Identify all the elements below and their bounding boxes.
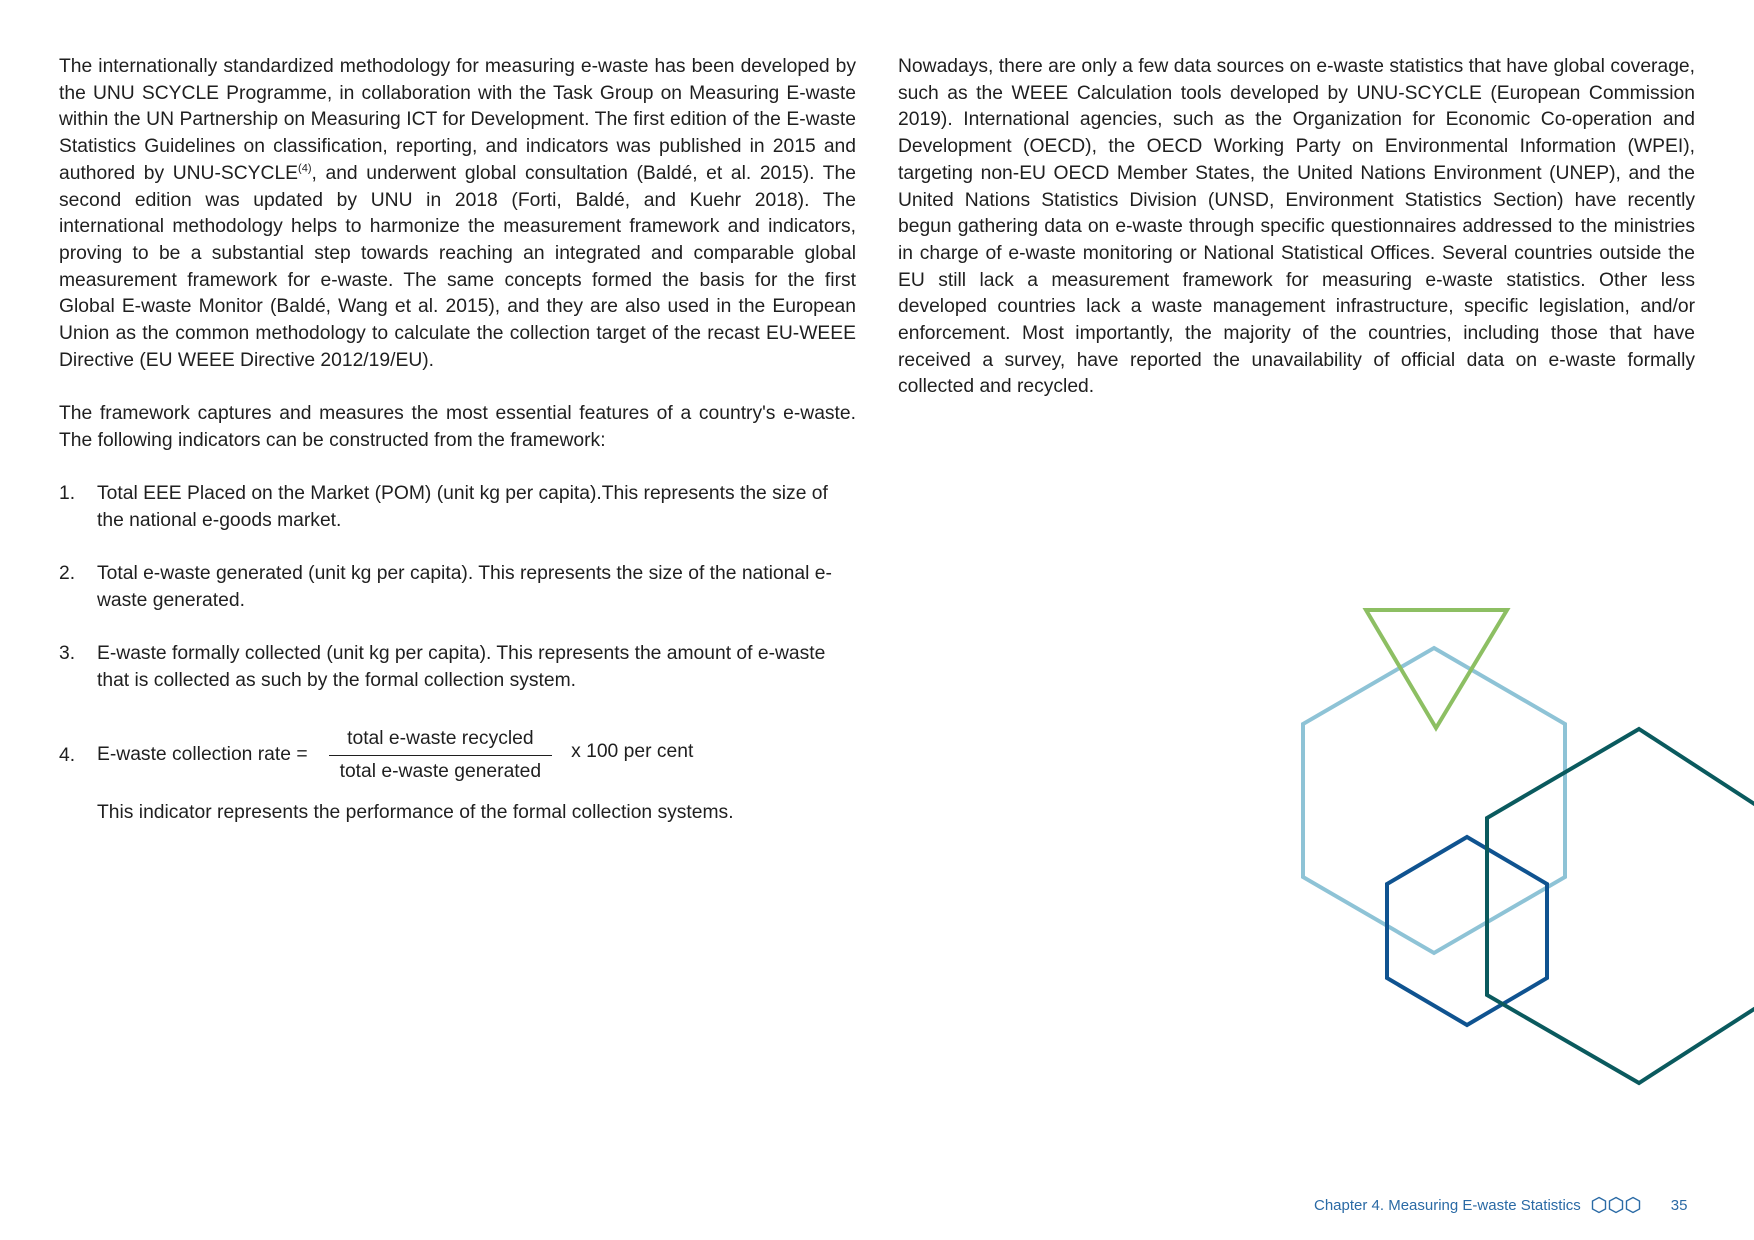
footnote-ref: (4)	[298, 162, 312, 175]
chapter-title: Chapter 4. Measuring E-waste Statistics	[1314, 1196, 1581, 1214]
list-number: 3.	[59, 643, 76, 665]
teal-hexagon	[1487, 729, 1754, 1083]
three-hexagons-icon	[1591, 1196, 1641, 1214]
decorative-hexagons-graphic	[1290, 600, 1754, 1100]
formula-note: This indicator represents the performance of the formal collection systems.	[97, 801, 734, 823]
intro-paragraph	[59, 54, 856, 374]
collection-rate-formula	[97, 722, 856, 790]
page-number: 35	[1670, 1196, 1688, 1214]
list-text: Total e-waste generated (unit kg per capita). This represents the size of the national e-waste generated.	[97, 563, 832, 612]
light-blue-hexagon	[1303, 648, 1565, 953]
formula-denominator: total e-waste generated	[339, 761, 542, 782]
list-number: 2.	[59, 563, 76, 585]
list-item-formula	[59, 722, 856, 790]
green-triangle	[1366, 610, 1507, 728]
indicator-list	[59, 481, 856, 826]
list-number: 4.	[59, 744, 76, 766]
intro-text-a: The internationally standardized methodology for measuring e-waste has been developed by the UNU SCYCLE Programme, in collaboration with the Task Group on Measuring E-waste within the UN Partnership on Measuring ICT for Development. The first edition of the E-waste Statistics Guidelines on classification, reporting, and indicators was published in 2015 and authored by UNU-SCYCLE	[59, 56, 856, 184]
formula-numerator: total e-waste recycled	[329, 727, 551, 756]
navy-hexagon	[1387, 837, 1547, 1025]
intro-text-b: , and underwent global consultation (Baldé, et al. 2015). The second edition was updated by UNU in 2018 (Forti, Baldé, and Kuehr 2018). The international methodology helps to harmonize the measurement framework and indicators, proving to be a substantial step towards reaching an integrated and comparable global measurement framework for e-waste. The same concepts formed the basis for the first Global E-waste Monitor (Baldé, Wang et al. 2015), and they are also used in the European Union as the common methodology to calculate the collection target of the recast EU-WEEE Directive (EU WEEE Directive 2012/19/EU).	[59, 162, 856, 371]
formula-fraction	[322, 727, 560, 784]
right-column	[898, 54, 1695, 401]
left-column	[59, 54, 856, 826]
formula-suffix: x 100 per cent	[571, 741, 694, 763]
list-item	[59, 481, 856, 534]
formula-label: E-waste collection rate =	[97, 744, 308, 766]
list-text: E-waste formally collected (unit kg per capita). This represents the amount of e-waste that is collected as such by the formal collection system.	[97, 643, 826, 692]
data-sources-paragraph: Nowadays, there are only a few data sources on e-waste statistics that have global coverage, such as the WEEE Calculation tools developed by UNU-SCYCLE (European Commission 2019). International agencies, such as the Organization for Economic Co-operation and Development (OECD), the OECD Working Party on Environmental Information (WPEI), targeting non-EU OECD Member States, the United Nations Environment (UNEP), and the United Nations Statistics Division (UNSD, Environment Statistics Section) have recently begun gathering data on e-waste through specific questionnaires addressed to the ministries in charge of e-waste monitoring or National Statistical Offices. Several countries outside the EU still lack a measurement framework for measuring e-waste statistics. Other less developed countries lack a waste management infrastructure, specific legislation, and/or enforcement. Most importantly, the majority of the countries, including those that have received a survey, have reported the unavailability of official data on e-waste formally collected and recycled.	[898, 56, 1695, 398]
framework-paragraph: The framework captures and measures the most essential features of a country's e-waste. The following indicators can be constructed from the framework:	[59, 403, 856, 451]
page-footer	[1314, 1196, 1687, 1214]
list-number: 1.	[59, 483, 76, 505]
list-item	[59, 561, 856, 614]
list-item	[59, 641, 856, 694]
list-text: Total EEE Placed on the Market (POM) (unit kg per capita).This represents the size of the national e-goods market.	[97, 483, 828, 531]
